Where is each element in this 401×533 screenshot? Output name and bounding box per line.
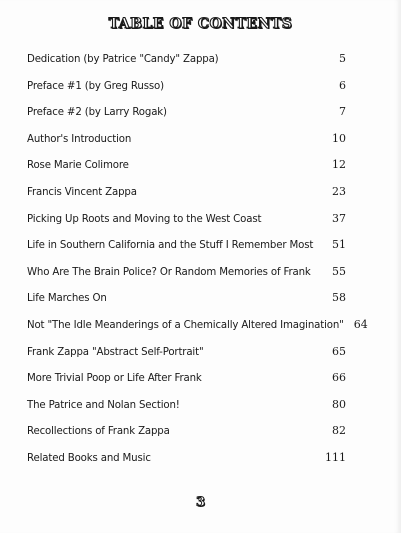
toc-entry-page: 23 bbox=[332, 184, 346, 198]
toc-entry-title: Frank Zappa "Abstract Self-Portrait" bbox=[27, 346, 204, 358]
toc-entry-title: Author's Introduction bbox=[27, 133, 132, 145]
toc-entry-title: Francis Vincent Zappa bbox=[27, 186, 137, 198]
toc-entry bbox=[27, 424, 346, 451]
toc-entry-page: 6 bbox=[339, 78, 346, 92]
toc-entry bbox=[27, 398, 346, 425]
toc-entry bbox=[27, 265, 346, 292]
toc-entry-title: Rose Marie Colimore bbox=[27, 160, 129, 172]
toc-entry-page: 66 bbox=[332, 371, 346, 385]
toc-entry-page: 111 bbox=[325, 450, 346, 464]
toc-entry-title: Life Marches On bbox=[27, 293, 107, 305]
toc-entry bbox=[27, 185, 346, 212]
toc-entry bbox=[27, 317, 368, 345]
page-number: 3 bbox=[195, 495, 206, 510]
toc-entry bbox=[27, 132, 346, 159]
toc-entry-title: Who Are The Brain Police? Or Random Memories of Frank bbox=[27, 266, 311, 278]
toc-entry-title: Preface #1 (by Greg Russo) bbox=[27, 80, 164, 92]
toc-entry-title: Life in Southern California and the Stuff I Remember Most bbox=[27, 240, 314, 252]
toc-entry bbox=[27, 105, 346, 132]
toc-entry-title: Related Books and Music bbox=[27, 452, 151, 464]
toc-entry-page: 55 bbox=[332, 264, 346, 278]
toc-entry-page: 37 bbox=[332, 211, 346, 225]
toc-entry-title: More Trivial Poop or Life After Frank bbox=[27, 373, 202, 385]
toc-entry-title: The Patrice and Nolan Section! bbox=[27, 399, 180, 411]
toc-entry bbox=[27, 345, 346, 372]
toc-entry-page: 82 bbox=[332, 424, 346, 438]
toc-entry bbox=[27, 52, 346, 79]
toc-entry-page: 7 bbox=[339, 105, 346, 119]
page-title: TABLE OF CONTENTS bbox=[108, 16, 293, 32]
toc-entry-page: 10 bbox=[332, 131, 346, 145]
toc-entry-page: 58 bbox=[332, 291, 346, 305]
toc-entry-title: Recollections of Frank Zappa bbox=[27, 426, 170, 438]
toc-entry bbox=[27, 451, 346, 478]
toc-entry bbox=[27, 238, 346, 265]
toc-entry-page: 64 bbox=[353, 317, 368, 331]
toc-entry bbox=[27, 158, 346, 185]
toc-entry-page: 65 bbox=[332, 344, 346, 358]
toc-entry-page: 12 bbox=[332, 158, 346, 172]
toc-entry bbox=[27, 212, 346, 239]
toc-entry-page: 80 bbox=[332, 397, 346, 411]
toc-entry bbox=[27, 79, 346, 106]
toc-entry-page: 5 bbox=[339, 52, 346, 65]
toc-entry-title: Preface #2 (by Larry Rogak) bbox=[27, 107, 167, 119]
toc-entry-page: 51 bbox=[332, 238, 346, 252]
toc-entry-title: Picking Up Roots and Moving to the West Coast bbox=[27, 213, 262, 225]
toc-entry-title: Not "The Idle Meanderings of a Chemically Altered Imagination" bbox=[27, 319, 344, 331]
table-of-contents bbox=[27, 52, 368, 478]
toc-entry-title: Dedication (by Patrice "Candy" Zappa) bbox=[27, 54, 219, 65]
toc-entry bbox=[27, 291, 346, 318]
toc-entry bbox=[27, 371, 346, 398]
